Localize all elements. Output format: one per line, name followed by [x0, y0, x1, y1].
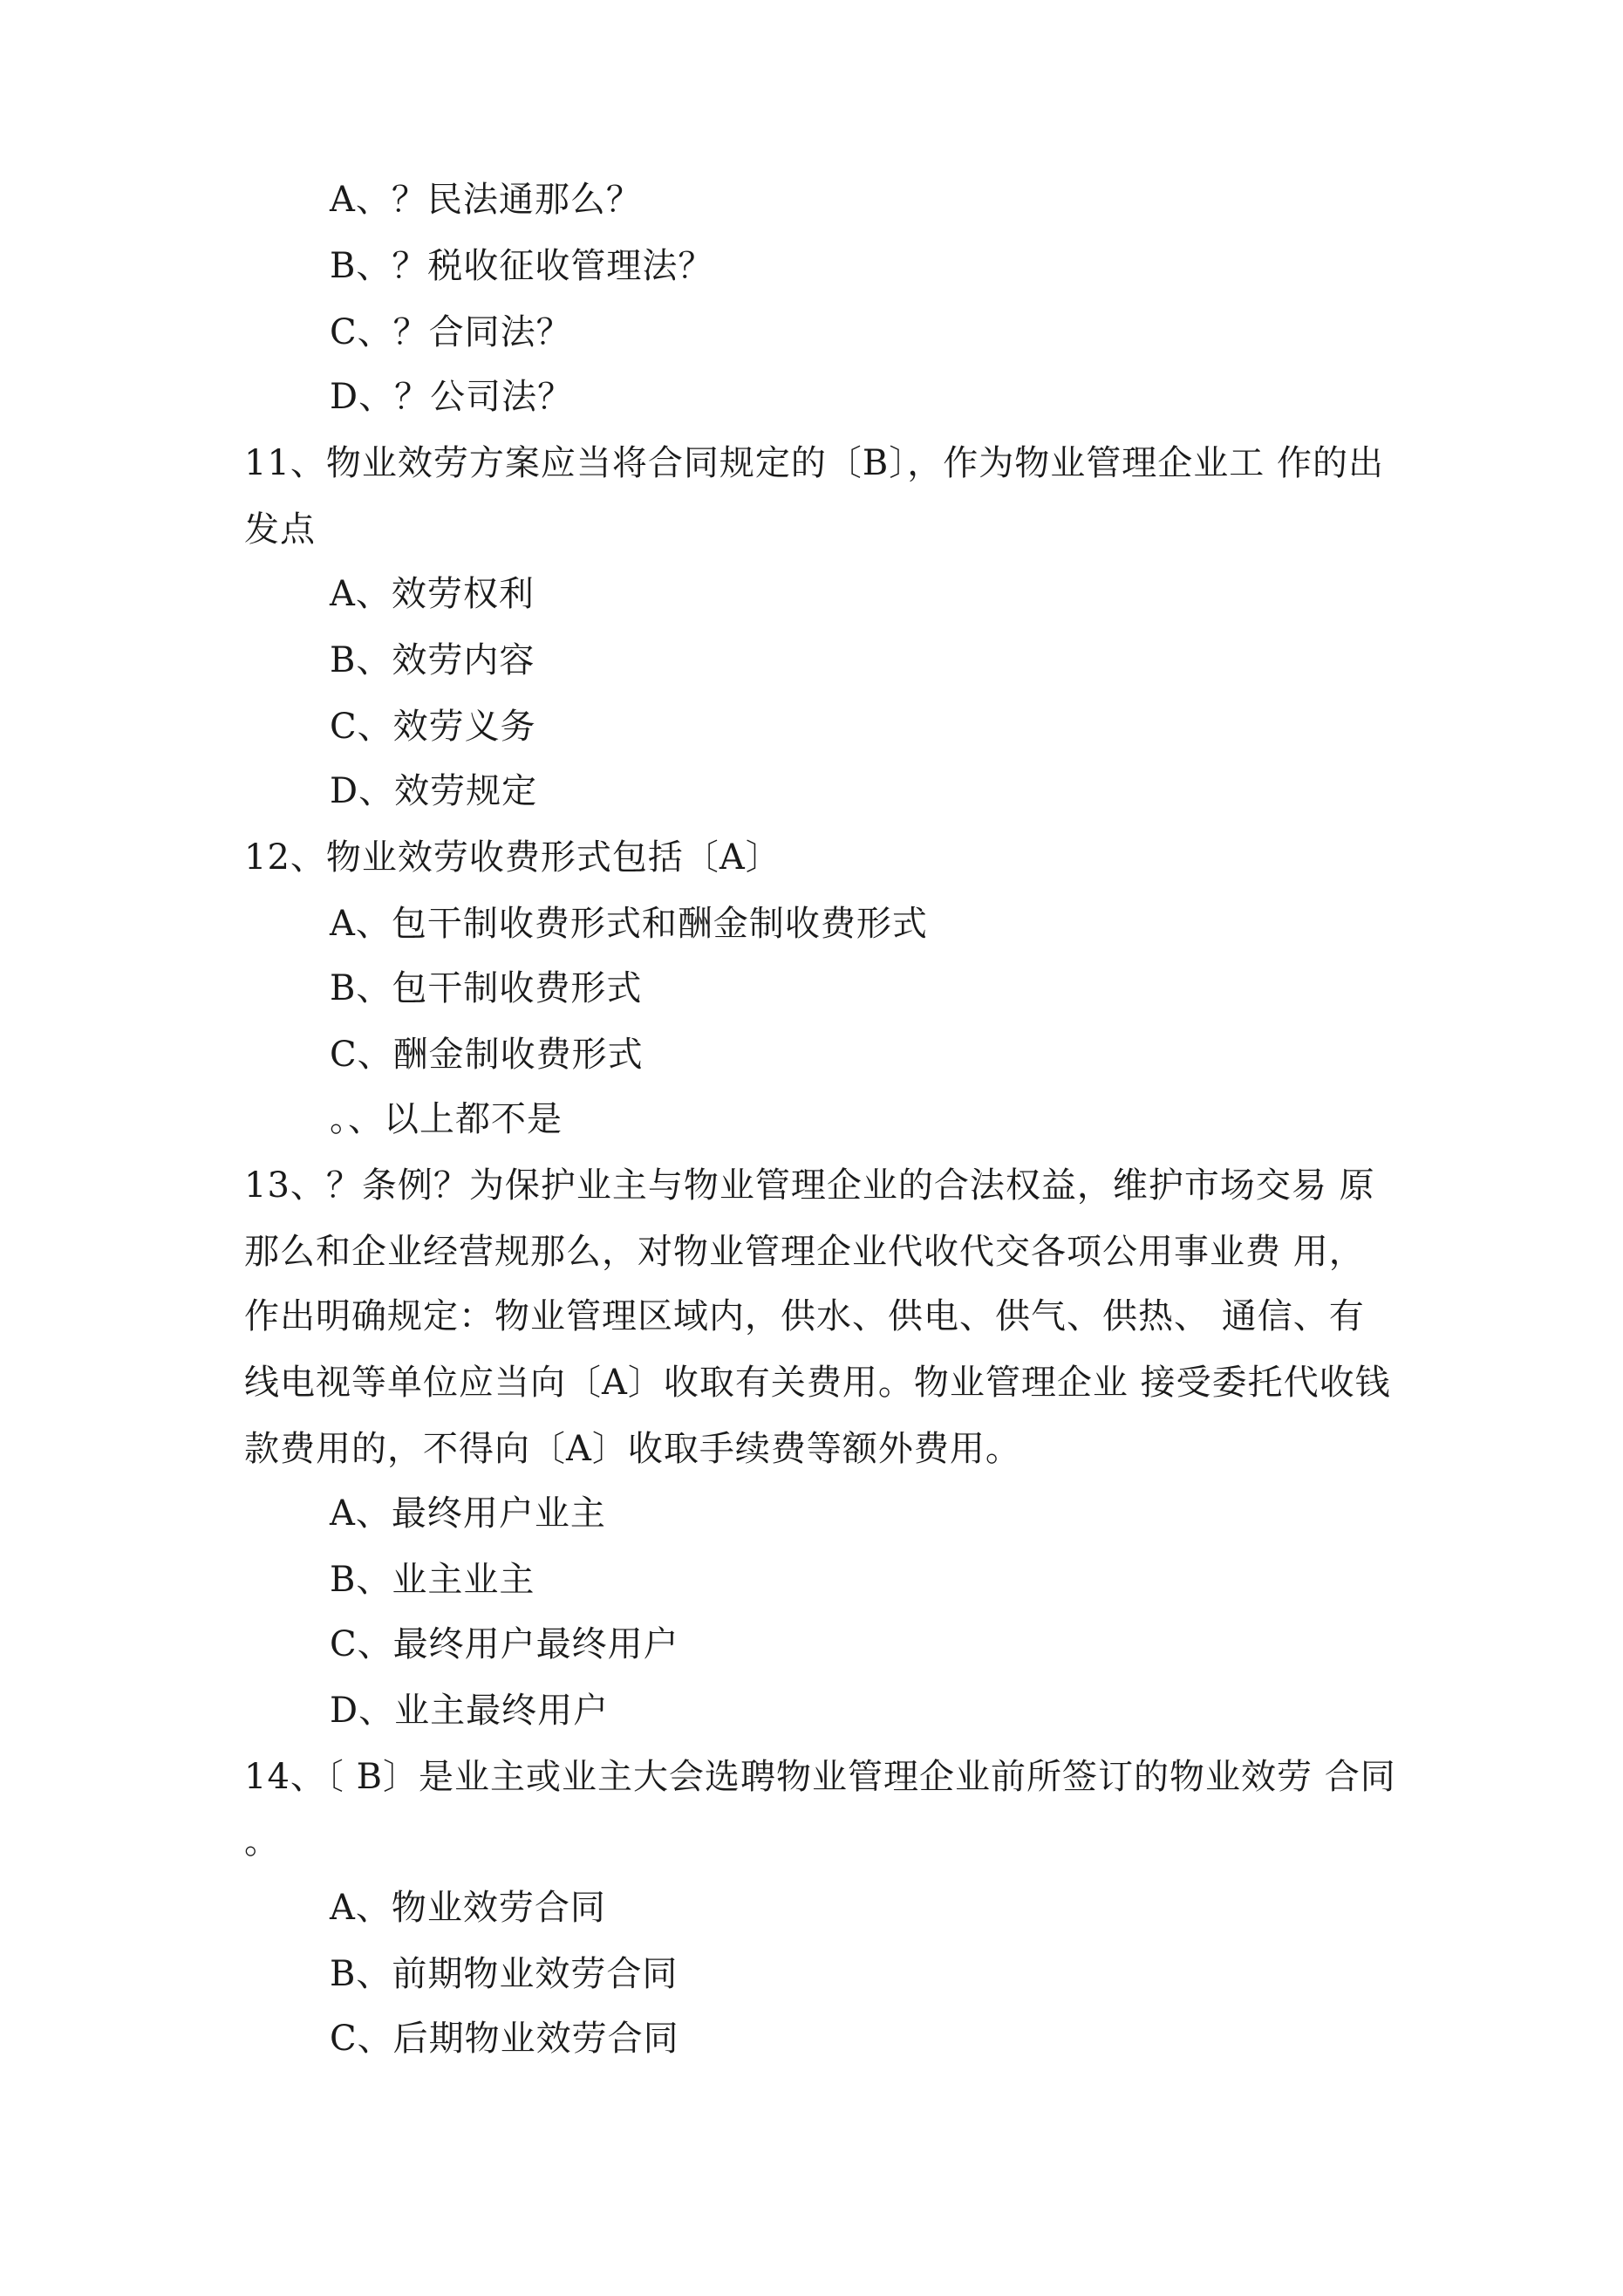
option-line: B、效劳内容: [330, 640, 535, 680]
option-line: B、业主业主: [330, 1560, 535, 1600]
question-13-continuation: 款费用的，不得向〔A〕收取手续费等额外费用。: [244, 1429, 1021, 1469]
question-14-continuation: 。: [244, 1821, 280, 1862]
option-line: A、最终用户业主: [330, 1493, 606, 1534]
question-13: 13、？条例？为保护业主与物业管理企业的合法权益，维护市场交易 原: [244, 1165, 1375, 1206]
option-line: C、效劳义务: [330, 707, 536, 747]
option-line: B、？税收征收管理法？: [330, 246, 714, 286]
question-11-continuation: 发点: [244, 509, 316, 550]
option-line: D、？公司法？: [330, 377, 574, 417]
question-14: 14、〔 B〕是业主或业主大会选聘物业管理企业前所签订的物业效劳 合同: [244, 1757, 1396, 1797]
option-line: B、包干制收费形式: [330, 968, 643, 1008]
question-13-continuation: 那么和企业经营规那么，对物业管理企业代收代交各项公用事业费 用，: [244, 1232, 1365, 1272]
option-line: C、？合同法？: [330, 312, 572, 352]
option-line: C、最终用户最终用户: [330, 1624, 679, 1664]
option-line: B、前期物业效劳合同: [330, 1954, 679, 1994]
option-line: A、？民法通那么？: [330, 180, 642, 220]
option-line: A、物业效劳合同: [330, 1888, 606, 1928]
question-13-continuation: 作出明确规定：物业管理区域内，供水、供电、供气、供热、 通信、有: [244, 1296, 1365, 1336]
option-line: C、酬金制收费形式: [330, 1035, 644, 1075]
question-11: 11、物业效劳方案应当将合同规定的〔B〕，作为物业管理企业工 作的出: [244, 443, 1385, 483]
option-line: C、后期物业效劳合同: [330, 2019, 679, 2059]
question-12: 12、物业效劳收费形式包括〔A〕: [244, 837, 781, 878]
option-line: A、包干制收费形式和酬金制收费形式: [330, 904, 928, 944]
option-line: A、效劳权利: [330, 574, 535, 614]
question-13-continuation: 线电视等单位应当向〔A〕收取有关费用。物业管理企业 接受委托代收钱: [244, 1363, 1391, 1403]
option-line: 。、以上都不是: [330, 1099, 563, 1139]
option-line: D、效劳规定: [330, 771, 538, 811]
option-line: D、业主最终用户: [330, 1691, 610, 1731]
